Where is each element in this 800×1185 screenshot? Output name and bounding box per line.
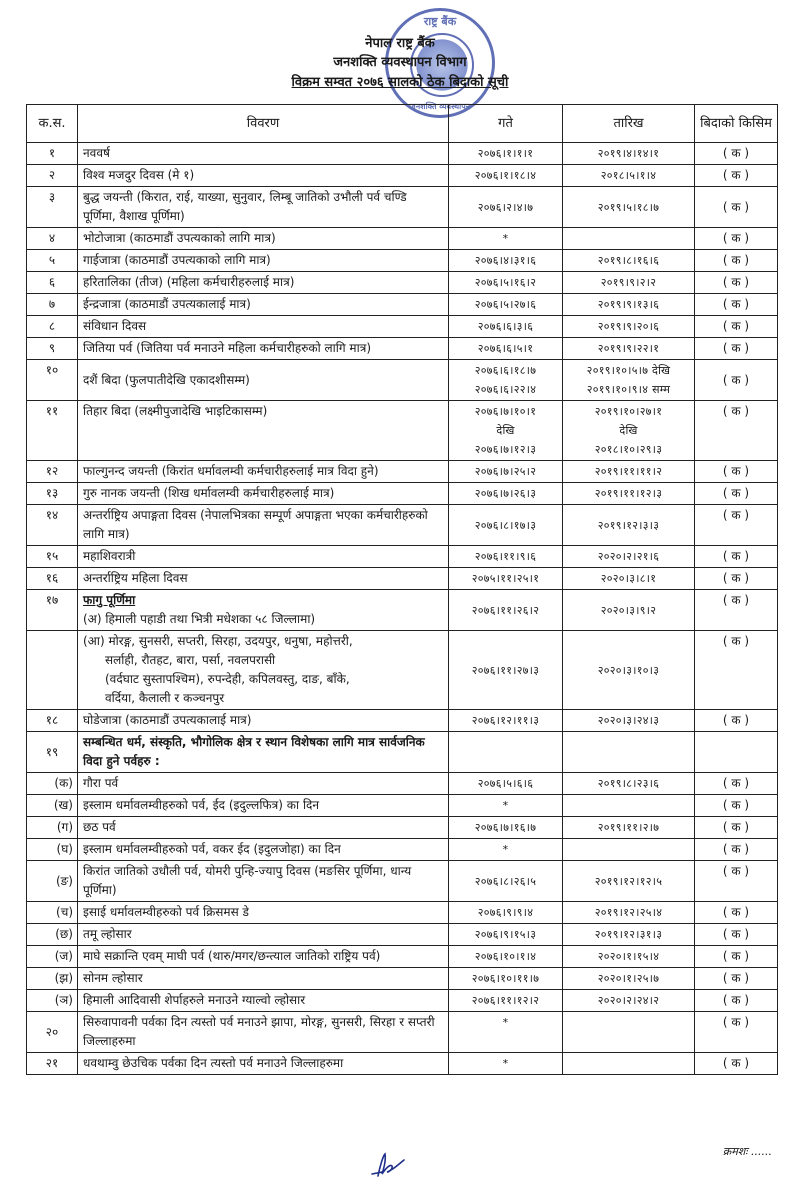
row-gate: २०७६।८।१७।३ [449, 505, 563, 546]
row-description: गुरु नानक जयन्ती (शिख धर्मावलम्वी कर्मचारीहरुलाई मात्र) [78, 483, 449, 505]
row-sn: २० [27, 1012, 78, 1053]
row-sn: ७ [27, 294, 78, 316]
row-sn: (ञ) [27, 990, 78, 1012]
col-header-tarikh: तारिख [563, 105, 695, 143]
row-leave-type: ( क ) [695, 483, 778, 505]
row-detail-line: सर्लाही, रौतहट, बारा, पर्सा, नवलपरासी [105, 653, 276, 667]
row-tarikh: २०२०।३।९।२ [563, 590, 695, 631]
row-sn: ८ [27, 316, 78, 338]
table-row [27, 795, 778, 817]
row-description: ईन्द्रजात्रा (काठमाडौं उपत्यकालाई मात्र) [78, 294, 449, 316]
row-sn: (घ) [27, 839, 78, 861]
document-title: विक्रम सम्वत २०७६ सालको ठेक बिदाको सूची [291, 75, 509, 90]
gate-start: २०७६।६।१८।७ [474, 364, 537, 377]
row-tarikh: २०२०।३।२४।३ [563, 710, 695, 732]
row-description [78, 631, 449, 710]
row-gate: २०७६।८।२६।५ [449, 861, 563, 902]
table-row [27, 861, 778, 902]
row-tarikh: २०१९।११।११।२ [563, 461, 695, 483]
row-leave-type: ( क ) [695, 272, 778, 294]
row-gate [449, 360, 563, 401]
row-sn: (ज) [27, 946, 78, 968]
row-gate: * [449, 228, 563, 250]
row-leave-type: ( क ) [695, 968, 778, 990]
table-row [27, 902, 778, 924]
row-leave-type: ( क ) [695, 461, 778, 483]
row-description: गाईजात्रा (काठमाडौं उपत्यकाको लागि मात्र) [78, 250, 449, 272]
row-gate: २०७६।११।२७।३ [449, 631, 563, 710]
table-row [27, 483, 778, 505]
table-row [27, 401, 778, 461]
gate-start: २०७६।७।१०।१ [474, 405, 537, 418]
row-leave-type: ( क ) [695, 924, 778, 946]
table-row [27, 773, 778, 795]
row-description: छठ पर्व [78, 817, 449, 839]
row-sn: ९ [27, 338, 78, 360]
row-gate: २०७६।४।३१।६ [449, 250, 563, 272]
document-header [0, 0, 800, 100]
row-tarikh: २०१९।१२।१२।५ [563, 861, 695, 902]
row-description: हिमाली आदिवासी शेर्पाहरुले मनाउने ग्याल्वो ल्होसार [78, 990, 449, 1012]
row-leave-type: ( क ) [695, 568, 778, 590]
row-leave-type: ( क ) [695, 861, 778, 902]
table-row [27, 710, 778, 732]
row-gate: २०७६।५।६।६ [449, 773, 563, 795]
row-sn: १९ [27, 732, 78, 773]
row-description: गौरा पर्व [78, 773, 449, 795]
stamp-top-text: राष्ट्र बैंक [423, 15, 457, 28]
row-tarikh: २०१९।९।१३।६ [563, 294, 695, 316]
row-description: सोनम ल्होसार [78, 968, 449, 990]
stamp-bottom-text: जनशक्ति व्यवस्थापन [409, 102, 471, 111]
row-sn: १४ [27, 505, 78, 546]
row-sn: (ग) [27, 817, 78, 839]
row-sn: ६ [27, 272, 78, 294]
col-header-sn: क.स. [27, 105, 78, 143]
row-gate: २०७६।५।१६।२ [449, 272, 563, 294]
row-leave-type: ( क ) [695, 946, 778, 968]
row-leave-type: ( क ) [695, 338, 778, 360]
row-description: तिहार बिदा (लक्ष्मीपुजादेखि भाइटिकासम्म) [78, 401, 449, 461]
row-description: किरांत जातिको उधौली पर्व, योमरी पुन्हि-ज्यापु दिवस (मङसिर पूर्णिमा, धान्य पूर्णिमा) [78, 861, 449, 902]
row-gate: २०७६।११।१२।२ [449, 990, 563, 1012]
table-row [27, 250, 778, 272]
row-sn: ५ [27, 250, 78, 272]
row-description [78, 590, 449, 631]
row-tarikh: २०१९।१२।२५।४ [563, 902, 695, 924]
row-description: विश्व मजदुर दिवस (मे १) [78, 165, 449, 187]
row-description: अन्तर्राष्ट्रिय अपाङ्गता दिवस (नेपालभित्रका सम्पूर्ण अपाङ्गता भएका कर्मचारीहरुको लागि मात्र) [78, 505, 449, 546]
row-description: दशैं बिदा (फुलपातीदेखि एकादशीसम्म) [78, 360, 449, 401]
table-row [27, 968, 778, 990]
row-leave-type: ( क ) [695, 902, 778, 924]
row-leave-type: ( क ) [695, 143, 778, 165]
row-tarikh [563, 1053, 695, 1075]
row-gate: २०७६।९।९।४ [449, 902, 563, 924]
row-gate: २०७६।१।१८।४ [449, 165, 563, 187]
row-description: बुद्ध जयन्ती (किरात, राई, याख्या, सुनुवार, लिम्बू जातिको उभौली पर्व चण्डि पूर्णिमा, वैशाख पूर्णिमा) [78, 187, 449, 228]
row-tarikh: २०१९।८।२३।६ [563, 773, 695, 795]
org-name: नेपाल राष्ट्र बैंक [365, 36, 435, 51]
row-sn: १८ [27, 710, 78, 732]
row-description: माघे सक्रान्ति एवम् माघी पर्व (थारु/मगर/छन्त्याल जातिको राष्ट्रिय पर्व) [78, 946, 449, 968]
table-row [27, 360, 778, 401]
row-leave-type [695, 732, 778, 773]
table-row [27, 1012, 778, 1053]
row-gate: २०७६।१०।११।७ [449, 968, 563, 990]
signature-icon [368, 1150, 408, 1178]
row-tarikh [563, 401, 695, 461]
tarikh-start: २०१९।१०।२७।१ [594, 405, 663, 418]
row-tarikh [563, 360, 695, 401]
row-sn: (ख) [27, 795, 78, 817]
row-sn: २१ [27, 1053, 78, 1075]
table-row [27, 143, 778, 165]
row-leave-type: ( क ) [695, 590, 778, 631]
row-leave-type: ( क ) [695, 228, 778, 250]
row-tarikh: २०२०।१।२५।७ [563, 968, 695, 990]
row-description: सिरुवापावनी पर्वका दिन त्यस्तो पर्व मनाउने झापा, मोरङ्ग, सुनसरी, सिरहा र सप्तरी जिल्लाहरुमा [78, 1012, 449, 1053]
row-sn: १५ [27, 546, 78, 568]
table-row [27, 338, 778, 360]
col-header-leave-type: बिदाको किसिम [695, 105, 778, 143]
table-row [27, 568, 778, 590]
row-sn: (छ) [27, 924, 78, 946]
row-tarikh: २०१९।९।२।२ [563, 272, 695, 294]
row-gate [449, 732, 563, 773]
row-leave-type: ( क ) [695, 1053, 778, 1075]
row-leave-type: ( क ) [695, 1012, 778, 1053]
row-gate [449, 401, 563, 461]
row-sn: ११ [27, 401, 78, 461]
table-row [27, 817, 778, 839]
row-description: हरितालिका (तीज) (महिला कर्मचारीहरुलाई मात्र) [78, 272, 449, 294]
table-row [27, 316, 778, 338]
row-gate: २०७६।१०।१।४ [449, 946, 563, 968]
row-gate: २०७६।१२।११।३ [449, 710, 563, 732]
table-row [27, 272, 778, 294]
row-gate: * [449, 1053, 563, 1075]
row-tarikh: २०२०।२।२१।६ [563, 546, 695, 568]
table-row [27, 990, 778, 1012]
row-tarikh: २०२०।२।२४।२ [563, 990, 695, 1012]
table-row [27, 732, 778, 773]
gate-end: २०७६।६।२२।४ [474, 383, 537, 396]
row-leave-type: ( क ) [695, 505, 778, 546]
row-gate: २०७६।७।२५।२ [449, 461, 563, 483]
row-description: भोटोजात्रा (काठमाडौं उपत्यकाको लागि मात्र) [78, 228, 449, 250]
row-tarikh [563, 732, 695, 773]
row-description: तमू ल्होसार [78, 924, 449, 946]
row-leave-type: ( क ) [695, 817, 778, 839]
row-tarikh: २०१९।११।२।७ [563, 817, 695, 839]
row-tarikh: २०१८।५।१।४ [563, 165, 695, 187]
row-detail-line: (आ) मोरङ्ग, सुनसरी, सप्तरी, सिरहा, उदयपुर, धनुषा, महोत्तरी, [83, 634, 353, 648]
row-tarikh [563, 795, 695, 817]
row-gate: २०७६।११।९।६ [449, 546, 563, 568]
holiday-table [26, 104, 778, 1075]
row-sn [27, 631, 78, 710]
row-leave-type: ( क ) [695, 316, 778, 338]
row-sn: १६ [27, 568, 78, 590]
row-sn: ३ [27, 187, 78, 228]
row-detail-line: वर्दिया, कैलाली र कञ्चनपुर [105, 691, 225, 705]
row-sn: १० [27, 360, 78, 401]
table-row [27, 294, 778, 316]
table-row [27, 165, 778, 187]
tarikh-end: २०१८।१०।२९।३ [594, 443, 663, 456]
row-gate: * [449, 839, 563, 861]
row-gate: २०७६।६।५।१ [449, 338, 563, 360]
row-gate: २०७६।२।४।७ [449, 187, 563, 228]
row-tarikh: २०२०।३।८।१ [563, 568, 695, 590]
row-tarikh: २०१९।८।१६।६ [563, 250, 695, 272]
table-row [27, 546, 778, 568]
row-gate: २०७६।७।२६।३ [449, 483, 563, 505]
row-tarikh: २०१९।१२।३।३ [563, 505, 695, 546]
row-gate: * [449, 795, 563, 817]
row-gate: २०७६।९।१५।३ [449, 924, 563, 946]
row-description: अन्तर्राष्ट्रिय महिला दिवस [78, 568, 449, 590]
row-leave-type: ( क ) [695, 546, 778, 568]
row-gate: २०७६।१।१।१ [449, 143, 563, 165]
row-sn: ४ [27, 228, 78, 250]
gate-connector: देखि [496, 424, 515, 437]
table-header-row [27, 105, 778, 143]
row-subheading: फागु पूर्णिमा [83, 593, 136, 607]
table-row [27, 187, 778, 228]
row-description: फाल्गुनन्द जयन्ती (किरांत धर्मावलम्वी कर्मचारीहरुलाई मात्र विदा हुने) [78, 461, 449, 483]
table-row [27, 631, 778, 710]
table-row [27, 1053, 778, 1075]
row-description: धवथाम्वु छेउचिक पर्वका दिन त्यस्तो पर्व मनाउने जिल्लाहरुमा [78, 1053, 449, 1075]
table-row [27, 590, 778, 631]
row-description: नववर्ष [78, 143, 449, 165]
row-detail-line: (वर्दघाट सुस्तापश्चिम), रुपन्देही, कपिलवस्तु, दाङ, बाँके, [105, 672, 350, 686]
row-leave-type: ( क ) [695, 250, 778, 272]
row-tarikh: २०२०।३।१०।३ [563, 631, 695, 710]
row-tarikh [563, 839, 695, 861]
row-leave-type: ( क ) [695, 401, 778, 461]
row-tarikh: २०२०।१।१५।४ [563, 946, 695, 968]
row-sn: २ [27, 165, 78, 187]
row-sn: (झ) [27, 968, 78, 990]
row-sn: १७ [27, 590, 78, 631]
row-leave-type: ( क ) [695, 165, 778, 187]
department-name: जनशक्ति व्यवस्थापन विभाग [333, 55, 467, 70]
row-sn: १३ [27, 483, 78, 505]
row-tarikh: २०१९।९।२०।६ [563, 316, 695, 338]
col-header-description: विवरण [78, 105, 449, 143]
tarikh-end: २०१९।१०।९।४ सम्म [586, 383, 671, 396]
row-gate: २०७६।११।२६।२ [449, 590, 563, 631]
gate-end: २०७६।७।१२।३ [474, 443, 537, 456]
row-sn: १ [27, 143, 78, 165]
row-gate: २०७६।५।२७।६ [449, 294, 563, 316]
col-header-gate: गते [449, 105, 563, 143]
row-leave-type: ( क ) [695, 187, 778, 228]
row-gate: २०७६।७।१६।७ [449, 817, 563, 839]
table-row [27, 505, 778, 546]
table-row [27, 461, 778, 483]
row-tarikh: २०१९।१२।३१।३ [563, 924, 695, 946]
row-detail: (अ) हिमाली पहाडी तथा भित्री मधेशका ५८ जिल्लामा) [83, 612, 316, 626]
row-tarikh [563, 1012, 695, 1053]
row-tarikh [563, 228, 695, 250]
row-leave-type: ( क ) [695, 631, 778, 710]
row-leave-type: ( क ) [695, 795, 778, 817]
row-description: जितिया पर्व (जितिया पर्व मनाउने महिला कर्मचारीहरुको लागि मात्र) [78, 338, 449, 360]
row-leave-type: ( क ) [695, 839, 778, 861]
row-description: इसाई धर्मावलम्वीहरुको पर्व क्रिसमस डे [78, 902, 449, 924]
row-sn: १२ [27, 461, 78, 483]
tarikh-connector: देखि [619, 424, 638, 437]
row-gate: * [449, 1012, 563, 1053]
row-section-heading: सम्बन्धित धर्म, संस्कृति, भौगोलिक क्षेत्र र स्थान विशेषका लागि मात्र सार्वजनिक विदा हुने पर्वहरु : [78, 732, 449, 773]
row-sn: (ङ) [27, 861, 78, 902]
row-sn: (क) [27, 773, 78, 795]
row-description: इस्लाम धर्मावलम्वीहरुको पर्व, वकर ईद (इदुलजोहा) का दिन [78, 839, 449, 861]
row-leave-type: ( क ) [695, 990, 778, 1012]
table-row [27, 839, 778, 861]
row-gate: २०७५।११।२५।१ [449, 568, 563, 590]
row-leave-type: ( क ) [695, 773, 778, 795]
table-row [27, 924, 778, 946]
table-row [27, 228, 778, 250]
row-tarikh: २०१९।९।२२।१ [563, 338, 695, 360]
table-row [27, 946, 778, 968]
row-leave-type: ( क ) [695, 360, 778, 401]
row-leave-type: ( क ) [695, 294, 778, 316]
row-leave-type: ( क ) [695, 710, 778, 732]
continued-note: क्रमशः ...... [722, 1145, 772, 1158]
row-tarikh: २०१९।११।१२।३ [563, 483, 695, 505]
row-description: संविधान दिवस [78, 316, 449, 338]
row-gate: २०७६।६।३।६ [449, 316, 563, 338]
row-tarikh: २०१९।५।१८।७ [563, 187, 695, 228]
row-description: इस्लाम धर्मावलम्वीहरुको पर्व, ईद (इदुल्लफित्र) का दिन [78, 795, 449, 817]
row-description: महाशिवरात्री [78, 546, 449, 568]
row-description: घोडेजात्रा (काठमाडौं उपत्यकालाई मात्र) [78, 710, 449, 732]
row-sn: (च) [27, 902, 78, 924]
tarikh-start: २०१९।१०।५।७ देखि [586, 364, 671, 377]
row-tarikh: २०१९।४।१४।१ [563, 143, 695, 165]
